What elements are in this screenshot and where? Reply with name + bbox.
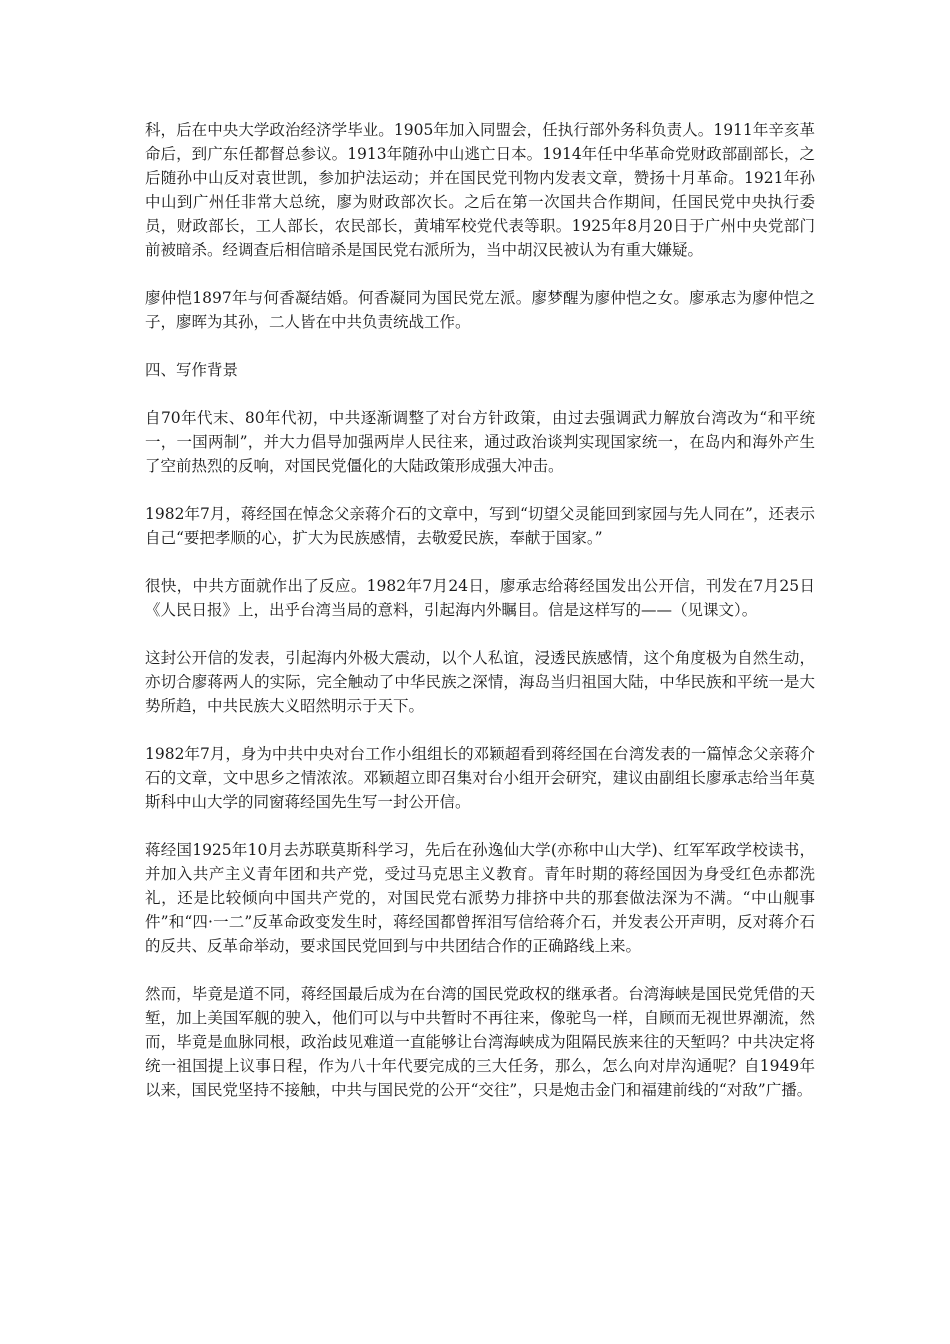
- paragraph-chiang-memorial-article: 1982年7月，蒋经国在悼念父亲蒋介石的文章中，写到“切望父灵能回到家园与先人同在”，还表示自己“要把孝顺的心，扩大为民族感情，去敬爱民族，奉献于国家。”: [145, 505, 815, 547]
- paragraph-open-letter-published: 很快，中共方面就作出了反应。1982年7月24日，廖承志给蒋经国发出公开信，刊发在7月25日《人民日报》上，出乎台湾当局的意料，引起海内外瞩目。信是这样写的——（见课文）。: [145, 577, 815, 619]
- paragraph-policy-adjustment: 自70年代末、80年代初，中共逐渐调整了对台方针政策，由过去强调武力解放台湾改为“和平统一，一国两制”，并大力倡导加强两岸人民往来，通过政治谈判实现国家统一，在岛内和海外产生了空前热烈的反响，对国民党僵化的大陆政策形成强大冲击。: [145, 409, 815, 475]
- paragraph-liao-biography: 科，后在中央大学政治经济学毕业。1905年加入同盟会，任执行部外务科负责人。1911年辛亥革命后，到广东任都督总参议。1913年随孙中山逃亡日本。1914年任中华革命党财政部副部长，之后随孙中山反对袁世凯，参加护法运动；并在国民党刊物内发表文章，赞扬十月革命。1921年孙中山到广州任非常大总统，廖为财政部次长。之后在第一次国共合作期间，任国民党中央执行委员，财政部长，工人部长，农民部长，黄埔军校党代表等职。1925年8月20日于广州中央党部门前被暗杀。经调查后相信暗杀是国民党右派所为，当中胡汉民被认为有重大嫌疑。: [145, 121, 815, 259]
- paragraph-letter-impact: 这封公开信的发表，引起海内外极大震动，以个人私谊，浸透民族感情，这个角度极为自然生动，亦切合廖蒋两人的实际，完全触动了中华民族之深情，海岛当归祖国大陆，中华民族和平统一是大势所趋，中共民族大义昭然明示于天下。: [145, 649, 815, 715]
- section-heading-writing-background: 四、写作背景: [145, 361, 239, 379]
- document-body: [145, 118, 815, 1126]
- paragraph-chiang-moscow-study: 蒋经国1925年10月去苏联莫斯科学习，先后在孙逸仙大学(亦称中山大学)、红军军政学校读书，并加入共产主义青年团和共产党，受过马克思主义教育。青年时期的蒋经国因为身受红色赤都洗礼，还是比较倾向中国共产党的，对国民党右派势力排挤中共的那套做法深为不满。“中山舰事件”和“四·一二”反革命政变发生时，蒋经国都曾挥泪写信给蒋介石，并发表公开声明，反对蒋介石的反共、反革命举动，要求国民党回到与中共团结合作的正确路线上来。: [145, 841, 815, 955]
- paragraph-deng-yingchao-proposal: 1982年7月，身为中共中央对台工作小组组长的邓颖超看到蒋经国在台湾发表的一篇悼念父亲蒋介石的文章，文中思乡之情浓浓。邓颖超立即召集对台小组开会研究，建议由副组长廖承志给当年莫斯科中山大学的同窗蒋经国先生写一封公开信。: [145, 745, 815, 811]
- paragraph-liao-family: 廖仲恺1897年与何香凝结婚。何香凝同为国民党左派。廖梦醒为廖仲恺之女。廖承志为廖仲恺之子，廖晖为其孙，二人皆在中共负责统战工作。: [145, 289, 815, 331]
- paragraph-taiwan-strait: 然而，毕竟是道不同，蒋经国最后成为在台湾的国民党政权的继承者。台湾海峡是国民党凭借的天堑，加上美国军舰的驶入，他们可以与中共暂时不再往来，像驼鸟一样，自顾而无视世界潮流，然而，毕竟是血脉同根，政治歧见难道一直能够让台湾海峡成为阻隔民族来往的天堑吗？中共决定将统一祖国提上议事日程，作为八十年代要完成的三大任务，那么，怎么向对岸沟通呢？自1949年以来，国民党坚持不接触，中共与国民党的公开“交往”，只是炮击金门和福建前线的“对敌”广播。: [145, 985, 815, 1099]
